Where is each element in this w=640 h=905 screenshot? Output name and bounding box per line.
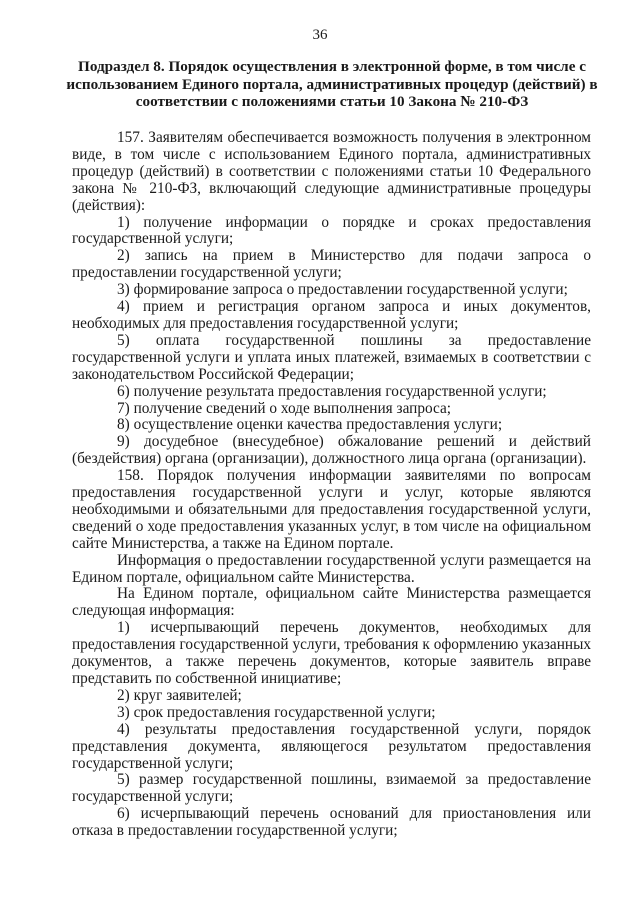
list-item: 1) исчерпывающий перечень документов, необходимых для предоставления государственной услуги, требования к оформлению указанных документов, а также перечень документов, которые заявитель вправе представить по собственной инициативе;	[72, 619, 591, 687]
paragraph: На Едином портале, официальном сайте Министерства размещается следующая информация:	[72, 585, 591, 620]
list-item: 9) досудебное (внесудебное) обжалование решений и действий (бездействия) органа (организации), должностного лица органа (организации).	[72, 433, 591, 468]
list-item: 3) срок предоставления государственной услуги;	[117, 703, 436, 721]
page-number: 36	[312, 27, 328, 43]
list-item: 8) осуществление оценки качества предоставления услуги;	[117, 416, 503, 434]
list-item: 4) результаты предоставления государственной услуги, порядок представления документа, являющегося результатом предоставления государственной услуги;	[72, 720, 591, 772]
list-item: 5) оплата государственной пошлины за предоставление государственной услуги и уплата иных платежей, взимаемых в соответствии с законодательством Российской Федерации;	[72, 331, 591, 383]
list-item: 4) прием и регистрация органом запроса и иных документов, необходимых для предоставления государственной услуги;	[72, 298, 591, 332]
paragraph-158: 158. Порядок получения информации заявителями по вопросам предоставления государственной услуги и услуг, которые являются необходимыми и обязательными для предоставления государственной услуги, сведений о ходе предоставления указанных услуг, в том числе на официальном сайте Министерства, а также на Едином портале.	[72, 467, 591, 552]
paragraph: Информация о предоставлении государственной услуги размещается на Едином портале, официальном сайте Министерства.	[72, 551, 591, 586]
list-item: 7) получение сведений о ходе выполнения запроса;	[117, 399, 452, 417]
list-item: 3) формирование запроса о предоставлении государственной услуги;	[117, 281, 568, 299]
list-item: 6) получение результата предоставления государственной услуги;	[117, 382, 547, 400]
body-text	[72, 130, 591, 840]
list-item: 6) исчерпывающий перечень оснований для приостановления или отказа в предоставлении государственной услуги;	[72, 805, 591, 840]
list-item: 1) получение информации о порядке и сроках предоставления государственной услуги;	[72, 213, 591, 248]
list-item: 5) размер государственной пошлины, взимаемой за предоставление государственной услуги;	[72, 771, 591, 806]
list-item: 2) запись на прием в Министерство для подачи запроса о предоставлении государственной услуги;	[72, 247, 591, 282]
paragraph-157: 157. Заявителям обеспечивается возможность получения в электронном виде, в том числе с использованием Единого портала, административных процедур (действий) в соответствии с положениями статьи 10 Федерального закона № 210-ФЗ, включающий следующие административные процедуры (действия):	[72, 129, 591, 214]
list-item: 2) круг заявителей;	[117, 686, 242, 704]
section-heading: Подраздел 8. Порядок осуществления в электронной форме, в том числе с использованием Единого портала, административных процедур (действий) в соответствии с положениями статьи 10 Закона № 210-ФЗ	[66, 58, 598, 110]
